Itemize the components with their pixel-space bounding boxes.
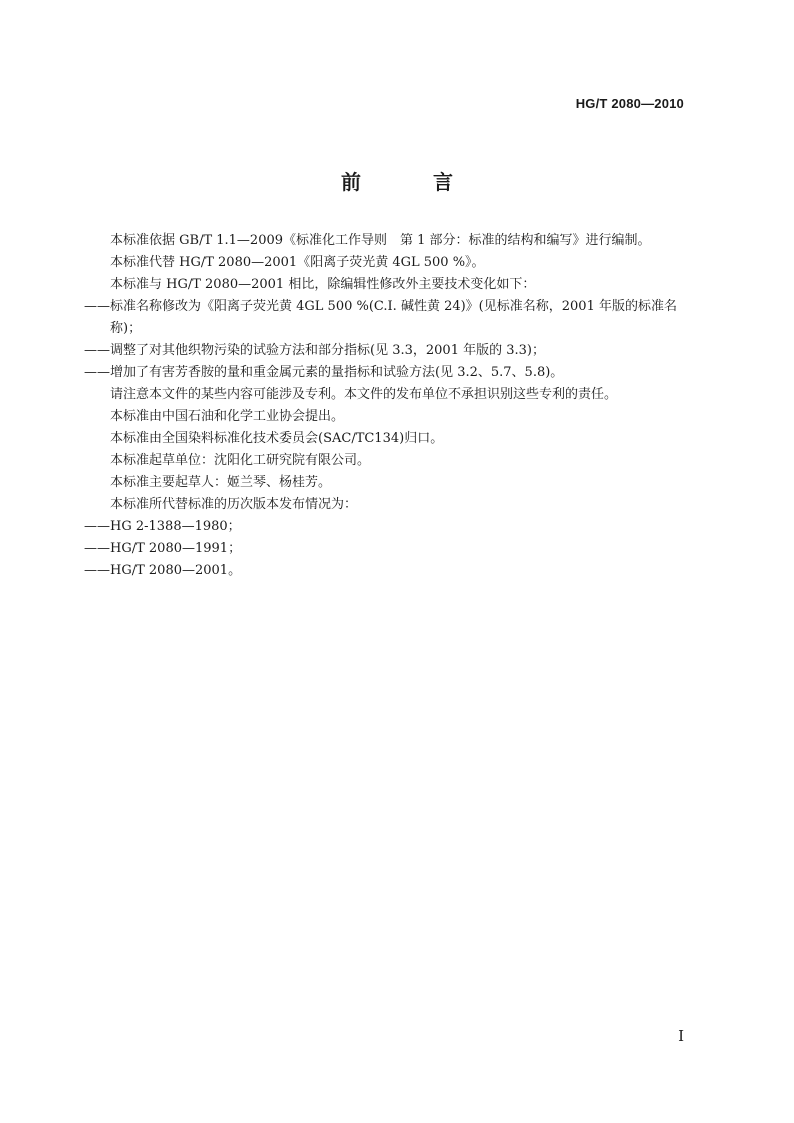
change-item-name: ——标准名称修改为《阳离子荧光黄 4GL 500 %(C.I. 碱性黄 24)》(见标准名称，2001 年版的标准名称)； bbox=[84, 299, 677, 336]
change-item-amines: ——增加了有害芳香胺的量和重金属元素的量指标和试验方法(见 3.2、5.7、5.8)。 bbox=[84, 365, 564, 380]
paragraph-committee: 本标准由全国染料标准化技术委员会(SAC/TC134)归口。 bbox=[110, 431, 444, 446]
page-title: 前 言 bbox=[341, 170, 479, 194]
change-item-test-method: ——调整了对其他织物污染的试验方法和部分指标(见 3.3，2001 年版的 3.3)； bbox=[84, 343, 545, 358]
paragraph-replaces: 本标准代替 HG/T 2080—2001《阳离子荧光黄 4GL 500 %》。 bbox=[110, 255, 485, 270]
history-item-2001: ——HG/T 2080—2001。 bbox=[84, 563, 242, 578]
standard-code: HG/T 2080—2010 bbox=[575, 96, 684, 111]
paragraph-drafters: 本标准主要起草人：姬兰琴、杨桂芳。 bbox=[110, 475, 332, 490]
history-item-1980: ——HG 2-1388—1980； bbox=[84, 519, 241, 534]
page-number: I bbox=[678, 1027, 684, 1045]
foreword-body bbox=[84, 230, 695, 582]
paragraph-proposer: 本标准由中国石油和化学工业协会提出。 bbox=[110, 409, 345, 424]
paragraph-patent: 请注意本文件的某些内容可能涉及专利。本文件的发布单位不承担识别这些专利的责任。 bbox=[110, 387, 618, 402]
paragraph-basis: 本标准依据 GB/T 1.1—2009《标准化工作导则 第 1 部分：标准的结构和编写》进行编制。 bbox=[110, 233, 651, 248]
paragraph-drafting-unit: 本标准起草单位：沈阳化工研究院有限公司。 bbox=[110, 453, 371, 468]
paragraph-history-intro: 本标准所代替标准的历次版本发布情况为： bbox=[110, 497, 358, 512]
paragraph-changes-intro: 本标准与 HG/T 2080—2001 相比，除编辑性修改外主要技术变化如下： bbox=[110, 277, 536, 292]
history-item-1991: ——HG/T 2080—1991； bbox=[84, 541, 242, 556]
